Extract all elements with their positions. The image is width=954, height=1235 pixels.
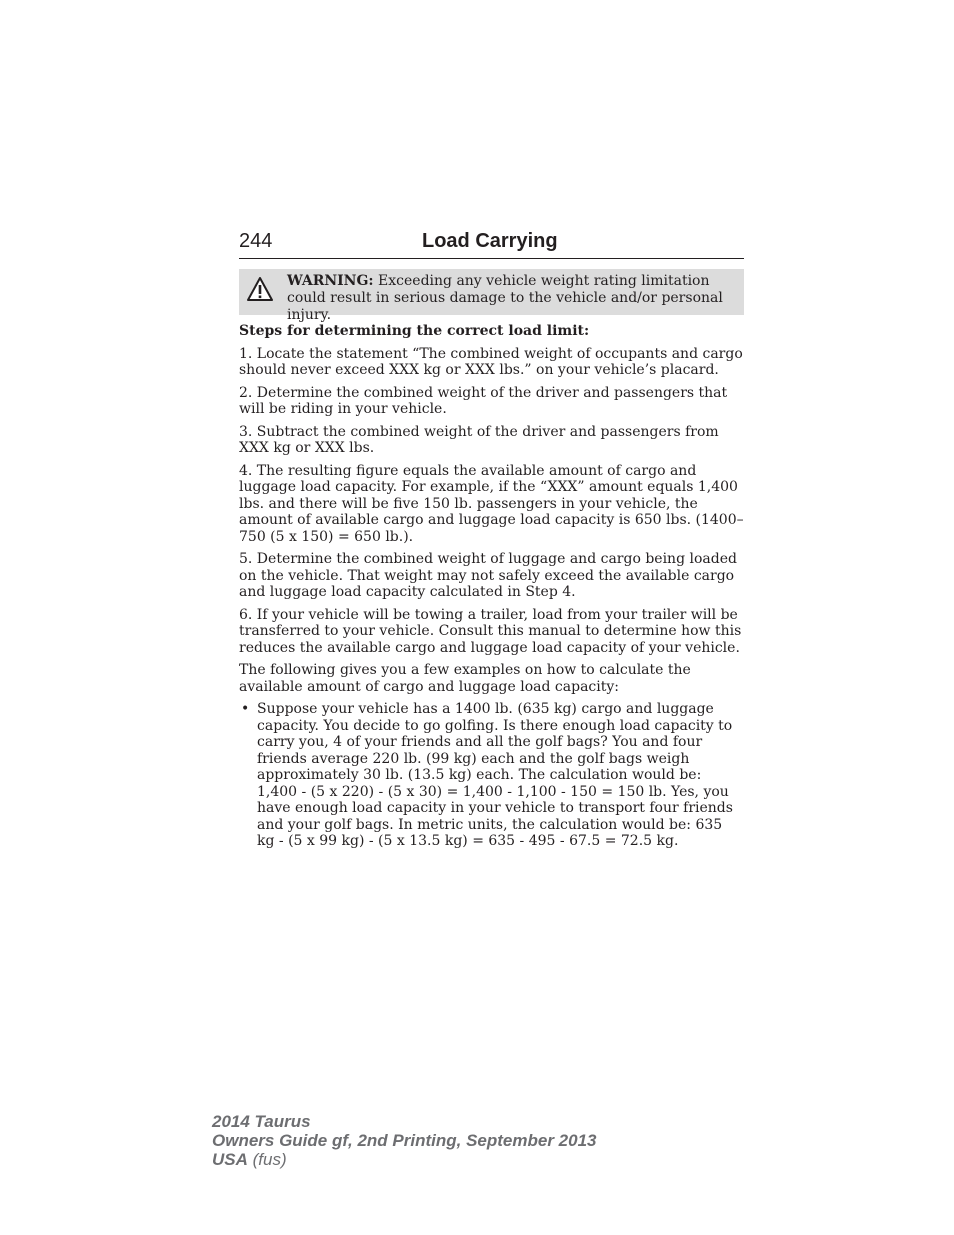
warning-label: WARNING: [287, 273, 374, 289]
warning-triangle-icon [246, 276, 274, 302]
warning-text [287, 273, 736, 324]
step-5: 5. Determine the combined weight of luggage and cargo being loaded on the vehicle. That weight may not safely exceed the available cargo and luggage load capacity calculated in Step 4. [239, 551, 737, 600]
step-2: 2. Determine the combined weight of the driver and passengers that will be riding in your vehicle. [239, 384, 728, 417]
footer-model: 2014 Taurus [212, 1112, 311, 1131]
footer-country: USA [212, 1150, 248, 1169]
page-number: 244 [239, 230, 273, 252]
example-text: Suppose your vehicle has a 1400 lb. (635 kg) cargo and luggage capacity. You decide to go golfing. Is there enough load capacity to carry you, 4 of your friends and all the golf bags? You and four friends average 220 lb. (99 kg) each and the golf bags weigh approximately 30 lb. (13.5 kg) each. The calculation would be: 1,400 - (5 x 220) - (5 x 30) = 1,400 - 1,100 - 150 = 150 lb. Yes, you have enough load capacity in your vehicle to transport four friends and your golf bags. In metric units, the calculation would be: 635 kg - (5 x 99 kg) - (5 x 13.5 kg) = 635 - 495 - 67.5 = 72.5 kg. [257, 701, 733, 849]
step-4: 4. The resulting figure equals the available amount of cargo and luggage load capacity. For example, if the “XXX” amount equals 1,400 lbs. and there will be five 150 lb. passengers in your vehicle, the amount of available cargo and luggage load capacity is 650 lbs. (1400–750 (5 x 150) = 650 lb.). [239, 462, 744, 545]
footer-code: (fus) [247, 1150, 287, 1169]
footer-guide: Owners Guide gf, 2nd Printing, September 2013 [212, 1131, 597, 1150]
examples-list [239, 701, 744, 850]
examples-intro: The following gives you a few examples on how to calculate the available amount of cargo and luggage load capacity: [239, 662, 691, 695]
warning-box [239, 269, 744, 323]
body-content [239, 323, 744, 850]
step-6: 6. If your vehicle will be towing a trailer, load from your trailer will be transferred to your vehicle. Consult this manual to determine how this reduces the available cargo and luggage load capacity of your vehicle. [239, 606, 742, 656]
list-item [239, 701, 744, 850]
warning-message: Exceeding any vehicle weight rating limitation could result in serious damage to the vehicle and/or personal injury. [287, 273, 723, 323]
steps-heading: Steps for determining the correct load limit: [239, 323, 590, 339]
footer-region [212, 1150, 596, 1169]
section-title: Load Carrying [422, 230, 558, 252]
page-header [239, 228, 744, 259]
page-footer [212, 1112, 596, 1169]
step-1: 1. Locate the statement “The combined weight of occupants and cargo should never exceed XXX kg or XXX lbs.” on your vehicle’s placard. [239, 345, 743, 378]
bullet-icon: • [241, 701, 250, 717]
step-3: 3. Subtract the combined weight of the driver and passengers from XXX kg or XXX lbs. [239, 423, 719, 456]
